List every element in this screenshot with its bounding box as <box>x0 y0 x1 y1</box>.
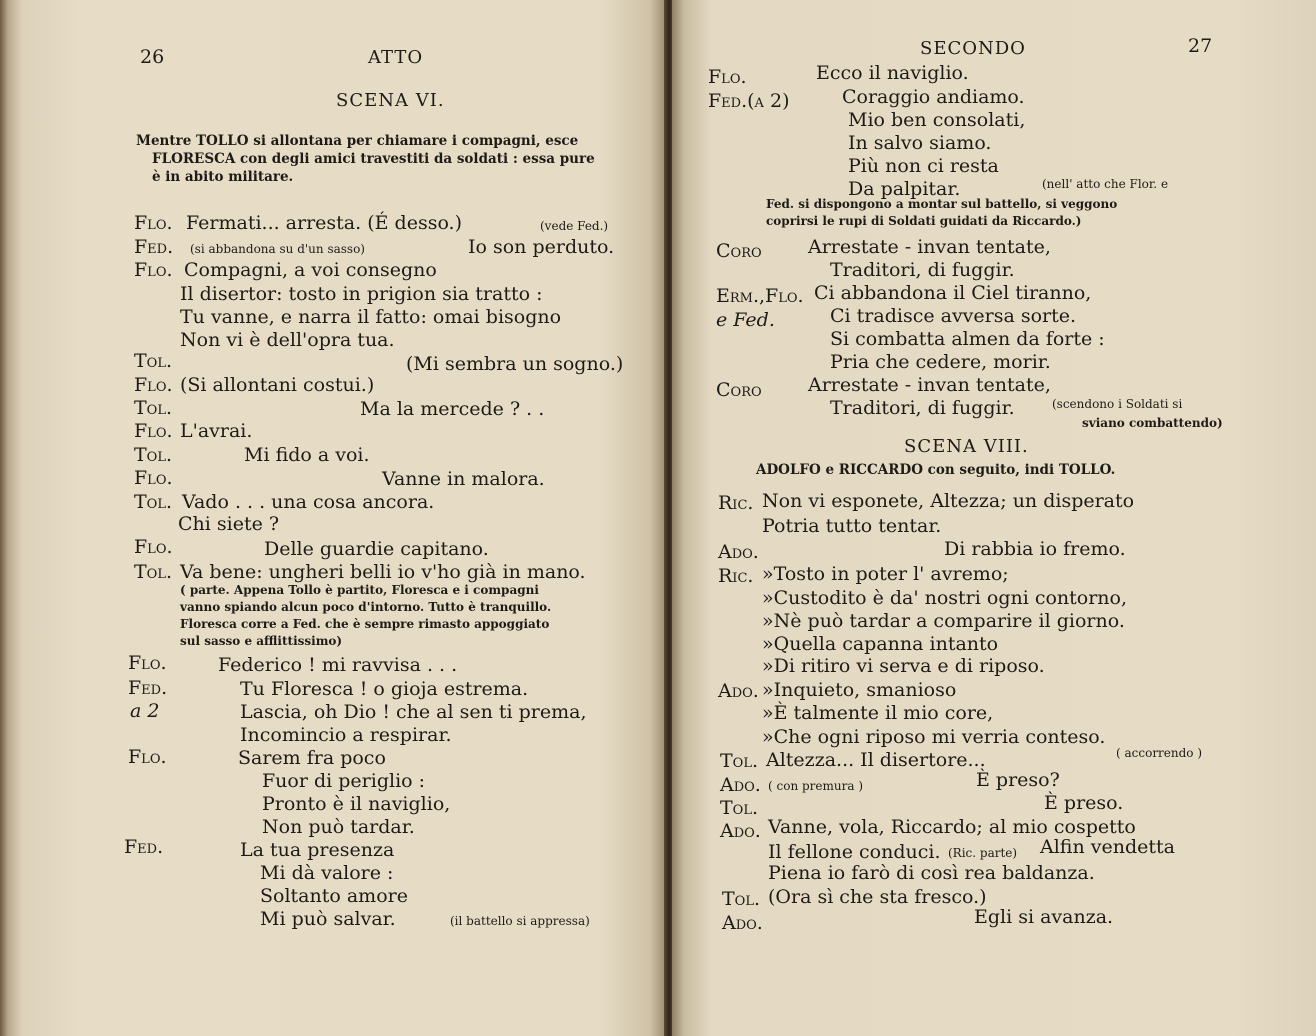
verse-line: Più non ci resta <box>848 155 999 177</box>
verse-line: Il fellone conduci. <box>768 841 941 863</box>
stage-direction-line: ( parte. Appena Tollo è partito, Floresca e i compagni <box>180 583 539 597</box>
verse-line: Di rabbia io fremo. <box>944 538 1126 560</box>
verse-line: Delle guardie capitano. <box>264 538 489 560</box>
verse-line: Da palpitar. <box>848 178 961 200</box>
speaker: Tol. <box>720 750 759 772</box>
running-head-right: SECONDO <box>920 38 1026 59</box>
verse-line: Coraggio andiamo. <box>842 86 1025 108</box>
verse-line: Piena io farò di così rea baldanza. <box>768 862 1095 884</box>
verse-line: La tua presenza <box>240 839 395 861</box>
stage-note: (il battello si appressa) <box>450 914 590 928</box>
running-head-left: ATTO <box>368 47 424 68</box>
verse-line: (Ora sì che sta fresco.) <box>768 886 987 908</box>
speaker: Fed. <box>134 236 174 258</box>
speaker: a 2 <box>130 700 160 722</box>
verse-line: »Di ritiro vi serva e di riposo. <box>762 655 1045 677</box>
speaker: Flo. <box>134 212 173 234</box>
verse-line: Pria che cedere, morir. <box>830 351 1051 373</box>
verse-line: Mi può salvar. <box>260 908 396 930</box>
verse-line: Non vi esponete, Altezza; un disperato <box>762 490 1135 512</box>
speaker: Flo. <box>134 374 173 396</box>
verse-line: Va bene: ungheri belli io v'ho già in mano. <box>180 561 586 583</box>
stage-direction-line: sul sasso e afflittissimo) <box>180 634 343 648</box>
verse-line: Tu vanne, e narra il fatto: omai bisogno <box>180 306 562 328</box>
verse-line: Arrestate - invan tentate, <box>808 236 1051 258</box>
stage-note: (nell' atto che Flor. e <box>1042 177 1169 191</box>
speaker: Flo. <box>134 420 173 442</box>
speaker: Flo. <box>128 652 167 674</box>
verse-line: Tu Floresca ! o gioja estrema. <box>240 678 529 700</box>
speaker: Ric. <box>718 565 754 587</box>
speaker: Ado. <box>718 541 759 563</box>
speaker: e Fed. <box>716 309 775 331</box>
verse-line: Alfin vendetta <box>1040 836 1175 858</box>
verse-line: »Tosto in poter l' avremo; <box>762 563 1009 585</box>
speaker: Coro <box>716 379 762 401</box>
scene-title-right: SCENA VIII. <box>904 436 1029 457</box>
stage-direction-line: Fed. si dispongono a montar sul battello, si veggono <box>766 197 1118 211</box>
verse-line: Compagni, a voi consegno <box>184 259 437 281</box>
speaker: Tol. <box>134 491 173 513</box>
speaker: Tol. <box>134 444 173 466</box>
verse-line: Soltanto amore <box>260 885 408 907</box>
stage-note: sviano combattendo) <box>1082 416 1223 430</box>
verse-line: (Si allontani costui.) <box>180 374 375 396</box>
verse-line: Mi dà valore : <box>260 862 394 884</box>
verse-line: È preso. <box>1044 792 1124 814</box>
scene-title-left: SCENA VI. <box>336 90 445 111</box>
speaker: Fed. <box>124 836 164 858</box>
speaker: Tol. <box>134 350 173 372</box>
page-number-left: 26 <box>140 46 165 68</box>
verse-line: Vanne, vola, Riccardo; al mio cospetto <box>768 816 1136 838</box>
verse-line: Io son perduto. <box>468 236 615 258</box>
speaker: Ado. <box>720 774 761 796</box>
speaker: Tol. <box>722 888 761 910</box>
speaker: Ric. <box>718 492 754 514</box>
speaker: Tol. <box>134 397 173 419</box>
speaker: Flo. <box>134 536 173 558</box>
verse-line: In salvo siamo. <box>848 132 992 154</box>
verse-line: È preso? <box>976 769 1060 791</box>
stage-note: (vede Fed.) <box>540 219 609 233</box>
stage-note: (Ric. parte) <box>948 846 1018 860</box>
verse-line: Non può tardar. <box>262 816 415 838</box>
stage-direction-line: è in abito militare. <box>152 169 294 185</box>
speaker: Tol. <box>720 797 759 819</box>
speaker: Tol. <box>134 561 173 583</box>
verse-line: Fermati... arresta. (É desso.) <box>186 212 463 234</box>
speaker: Ado. <box>720 820 761 842</box>
verse-line: »Quella capanna intanto <box>762 633 999 655</box>
verse-line: Altezza... Il disertore... <box>766 749 986 771</box>
speaker: Erm.,Flo. <box>716 285 804 307</box>
verse-line: Chi siete ? <box>178 513 280 535</box>
speaker: Flo. <box>134 259 173 281</box>
verse-line: Federico ! mi ravvisa . . . <box>218 654 458 676</box>
page-number-right: 27 <box>1188 35 1213 57</box>
verse-line: Ci tradisce avversa sorte. <box>830 305 1077 327</box>
verse-line: Egli si avanza. <box>974 906 1114 928</box>
verse-line: Vado . . . una cosa ancora. <box>182 491 435 513</box>
stage-direction-line: Mentre TOLLO si allontana per chiamare i compagni, esce <box>136 133 579 149</box>
stage-direction-line: FLORESCA con degli amici travestiti da soldati : essa pure <box>152 151 595 167</box>
speaker: Ado. <box>722 912 763 934</box>
verse-line: »Che ogni riposo mi verria conteso. <box>762 726 1106 748</box>
verse-line: Potria tutto tentar. <box>762 515 942 537</box>
verse-line: »Nè può tardar a comparire il giorno. <box>762 610 1125 632</box>
speaker: Coro <box>716 240 762 262</box>
verse-line: »Custodito è da' nostri ogni contorno, <box>762 587 1128 609</box>
verse-line: Si combatta almen da forte : <box>830 328 1105 350</box>
stage-note: ( con premura ) <box>768 779 863 793</box>
verse-line: Mio ben consolati, <box>848 109 1026 131</box>
verse-line: Traditori, di fuggir. <box>830 259 1015 281</box>
stage-note: ( accorrendo ) <box>1116 746 1203 760</box>
verse-line: »È talmente il mio core, <box>762 702 994 724</box>
speaker: Ado. <box>718 680 759 702</box>
speaker: Fed.(a 2) <box>708 90 790 112</box>
verse-line: Traditori, di fuggir. <box>830 397 1015 419</box>
verse-line: Fuor di periglio : <box>262 770 426 792</box>
verse-line: Ecco il naviglio. <box>816 62 969 84</box>
scene-direction: ADOLFO e RICCARDO con seguito, indi TOLLO. <box>756 462 1116 478</box>
verse-line: Mi fido a voi. <box>244 444 370 466</box>
verse-line: Non vi è dell'opra tua. <box>180 329 395 351</box>
verse-line: »Inquieto, smanioso <box>762 679 957 701</box>
verse-line: Vanne in malora. <box>382 468 545 490</box>
verse-line: Pronto è il naviglio, <box>262 793 451 815</box>
verse-line: Arrestate - invan tentate, <box>808 374 1051 396</box>
stage-direction-line: vanno spiando alcun poco d'intorno. Tutto è tranquillo. <box>180 600 552 614</box>
stage-direction-line: coprirsi le rupi di Soldati guidati da Riccardo.) <box>766 214 1082 228</box>
speaker: Flo. <box>134 467 173 489</box>
verse-line: Ci abbandona il Ciel tiranno, <box>814 282 1092 304</box>
stage-note: (scendono i Soldati si <box>1052 397 1183 411</box>
verse-line: Il disertor: tosto in prigion sia tratto : <box>180 283 543 305</box>
speaker: Flo. <box>708 66 747 88</box>
verse-line: Ma la mercede ? . . <box>360 398 545 420</box>
right-page <box>672 0 1316 1036</box>
verse-line: Sarem fra poco <box>238 747 386 769</box>
verse-line: (Mi sembra un sogno.) <box>406 353 624 375</box>
speaker: Flo. <box>128 746 167 768</box>
stage-direction-line: Floresca corre a Fed. che è sempre rimasto appoggiato <box>180 617 550 631</box>
verse-line: Incomincio a respirar. <box>240 724 452 746</box>
verse-line: L'avrai. <box>180 420 253 442</box>
stage-note: (si abbandona su d'un sasso) <box>190 242 365 256</box>
speaker: Fed. <box>128 677 168 699</box>
verse-line: Lascia, oh Dio ! che al sen ti prema, <box>240 701 587 723</box>
